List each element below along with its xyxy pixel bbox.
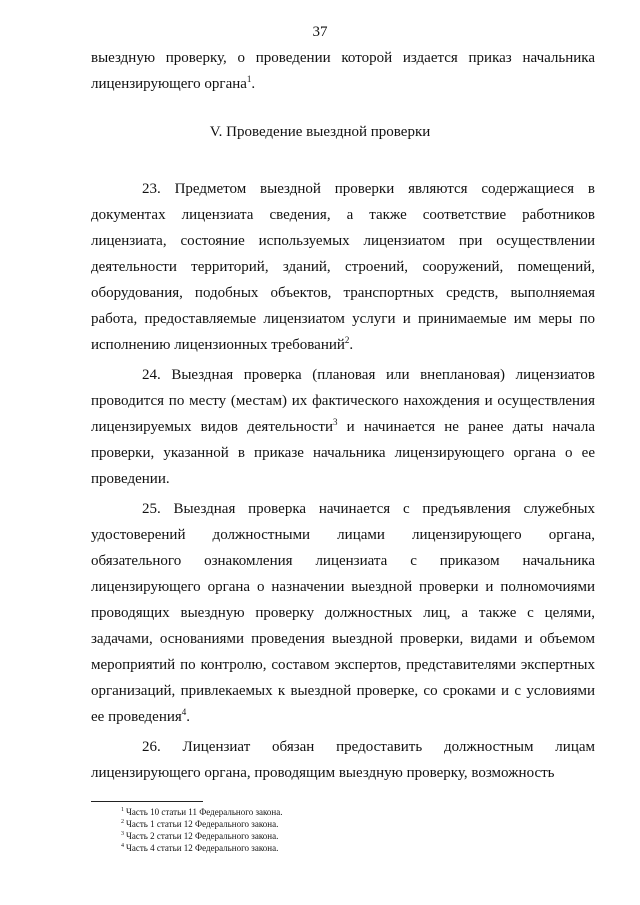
footnote-divider bbox=[91, 801, 203, 802]
footnote-ref-1: 1 bbox=[246, 74, 252, 84]
footnote-ref-4: 4 bbox=[181, 707, 187, 717]
paragraph-text: 26. Лицензиат обязан предоставить должностным лицам лицензирующего органа, проводящим выездную проверку, возможность bbox=[91, 739, 595, 781]
footnote-text: Часть 2 статьи 12 Федерального закона. bbox=[126, 831, 279, 841]
footnotes bbox=[121, 806, 501, 854]
paragraph-25 bbox=[91, 496, 595, 730]
paragraph-text: 23. Предметом выездной проверки являются содержащиеся в документах лицензиата сведения, а также соответствие работников лицензиата, состояние используемых лицензиатом при осуществлении деятельности территорий, зданий, строений, сооружений, помещений, оборудования, подобных объектов, транспортных средств, выполняемая работа, предоставляемые лицензиатом услуги и принимаемые им меры по исполнению лицензионных требований bbox=[91, 181, 595, 353]
intro-end: . bbox=[251, 76, 256, 92]
paragraph-text: 24. Выездная проверка (плановая или внеплановая) лицензиатов проводится по месту (местам) их фактического нахождения и осуществления лицензируемых видов деятельности bbox=[91, 367, 595, 435]
intro-paragraph bbox=[91, 45, 595, 97]
paragraph-23 bbox=[91, 176, 595, 358]
paragraph-tail: . bbox=[186, 709, 191, 725]
footnote-mark: 2 bbox=[121, 819, 124, 825]
page-number: 37 bbox=[312, 24, 328, 40]
footnote-1 bbox=[121, 806, 501, 818]
paragraph-tail: и начинается не ранее даты начала проверки, указанной в приказе начальника лицензирующего органа о ее проведении. bbox=[91, 419, 595, 487]
footnote-text: Часть 1 статьи 12 Федерального закона. bbox=[126, 819, 279, 829]
footnote-text: Часть 10 статьи 11 Федерального закона. bbox=[126, 807, 283, 817]
footnote-mark: 4 bbox=[121, 843, 124, 849]
footnote-ref-3: 3 bbox=[333, 417, 338, 427]
paragraph-24 bbox=[91, 362, 595, 492]
footnote-mark: 1 bbox=[121, 807, 124, 813]
footnote-2 bbox=[121, 818, 501, 830]
footnote-mark: 3 bbox=[121, 831, 124, 837]
paragraph-text: 25. Выездная проверка начинается с предъявления служебных удостоверений должностными лицами лицензирующего органа, обязательного ознакомления лицензиата с приказом начальника лицензирующего органа о назначении выездной проверки и полномочиями проводящих выездную проверку должностных лиц, а также с целями, задачами, основаниями проведения выездной проверки, видами и объемом мероприятий по контролю, составом экспертов, представителями экспертных организаций, привлекаемых к выездной проверке, со сроками и с условиями ее проведения bbox=[91, 501, 595, 725]
footnote-4 bbox=[121, 842, 501, 854]
footnote-text: Часть 4 статьи 12 Федерального закона. bbox=[126, 843, 279, 853]
section-heading: V. Проведение выездной проверки bbox=[209, 124, 431, 140]
footnote-3 bbox=[121, 830, 501, 842]
footnote-ref-2: 2 bbox=[344, 335, 350, 345]
intro-text: выездную проверку, о проведении которой издается приказ начальника лицензирующего органа bbox=[91, 50, 595, 92]
body-text bbox=[91, 176, 595, 786]
paragraph-tail: . bbox=[349, 337, 354, 353]
paragraph-26 bbox=[91, 734, 595, 786]
